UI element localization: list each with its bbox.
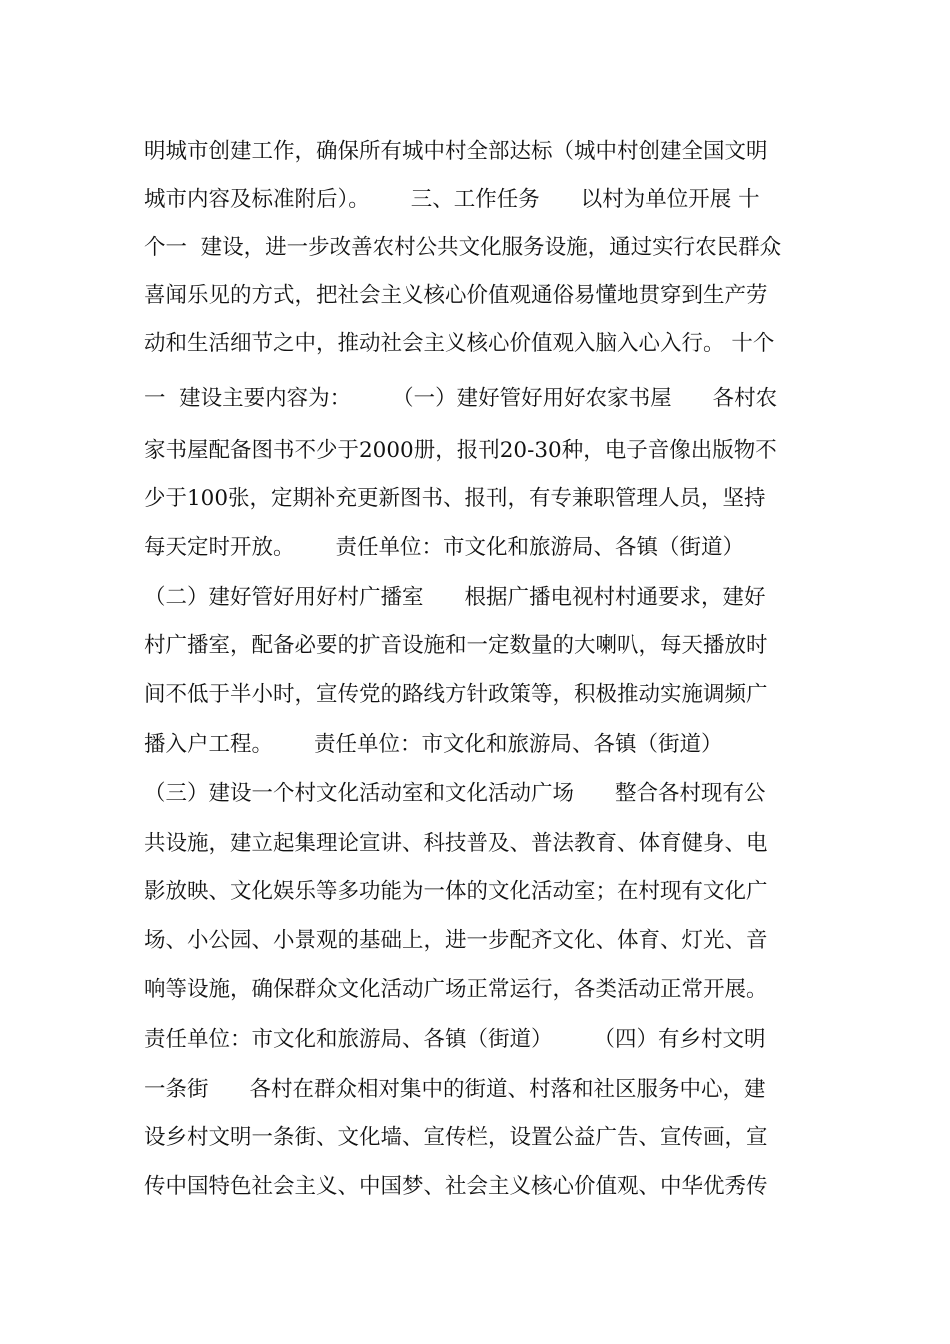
text-line: 响等设施，确保群众文化活动广场正常运行，各类活动正常开展。 <box>144 977 768 1002</box>
text-line: 共设施，建立起集理论宣讲、科技普及、普法教育、体育健身、电 <box>144 831 768 856</box>
text-line: 设乡村文明一条街、文化墙、宣传栏，设置公益广告、宣传画，宣 <box>144 1125 768 1150</box>
text-line: （三）建设一个村文化活动室和文化活动广场 整合各村现有公 <box>144 781 766 806</box>
text-line: 少于100张，定期补充更新图书、报刊，有专兼职管理人员，坚持 <box>144 486 766 511</box>
text-line: 传中国特色社会主义、中国梦、社会主义核心价值观、中华优秀传 <box>144 1174 768 1199</box>
text-line: 个一 建设，进一步改善农村公共文化服务设施，通过实行农民群众 <box>144 235 782 260</box>
text-line: 一 建设主要内容为： （一）建好管好用好农家书屋 各村农 <box>144 386 778 411</box>
text-line: 每天定时开放。 责任单位：市文化和旅游局、各镇（街道） <box>144 535 745 560</box>
text-line: 家书屋配备图书不少于2000册，报刊20-30种，电子音像出版物不 <box>144 438 777 463</box>
text-line: 喜闻乐见的方式，把社会主义核心价值观通俗易懂地贯穿到生产劳 <box>144 283 768 308</box>
text-line: 影放映、文化娱乐等多功能为一体的文化活动室；在村现有文化广 <box>144 879 768 904</box>
text-line: 一条街 各村在群众相对集中的街道、村落和社区服务中心，建 <box>144 1077 766 1102</box>
text-line: 明城市创建工作，确保所有城中村全部达标（城中村创建全国文明 <box>144 139 768 164</box>
text-line: 场、小公园、小景观的基础上，进一步配齐文化、体育、灯光、音 <box>144 928 768 953</box>
text-line: 责任单位：市文化和旅游局、各镇（街道） （四）有乡村文明 <box>144 1027 766 1052</box>
text-line: （二）建好管好用好村广播室 根据广播电视村村通要求，建好 <box>144 585 766 610</box>
text-line: 动和生活细节之中，推动社会主义核心价值观入脑入心入行。 十个 <box>144 331 775 356</box>
text-line: 间不低于半小时，宣传党的路线方针政策等，积极推动实施调频广 <box>144 682 768 707</box>
text-line: 播入户工程。 责任单位：市文化和旅游局、各镇（街道） <box>144 732 723 757</box>
text-line: 村广播室，配备必要的扩音设施和一定数量的大喇叭，每天播放时 <box>144 633 768 658</box>
text-line: 城市内容及标准附后）。 三、工作任务 以村为单位开展 十 <box>144 187 760 212</box>
